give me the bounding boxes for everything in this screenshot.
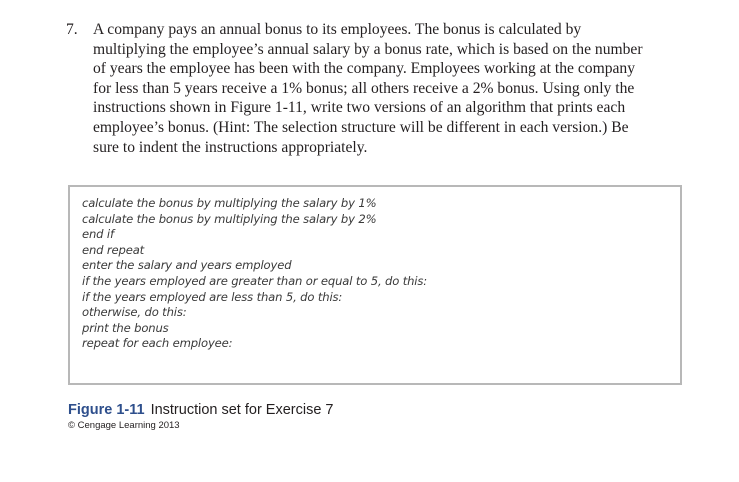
- instruction-set-box: [68, 185, 682, 385]
- instruction-line: if the years employed are greater than or equal to 5, do this:: [82, 273, 428, 288]
- instruction-line: enter the salary and years employed: [82, 258, 292, 273]
- instruction-line: repeat for each employee:: [82, 336, 233, 351]
- figure-caption-text: Instruction set for Exercise 7: [150, 402, 334, 418]
- instruction-line: otherwise, do this:: [82, 305, 187, 320]
- instruction-list: [82, 196, 427, 352]
- exercise-line: of years the employee has been with the company. Employees working at the company: [93, 60, 636, 78]
- instruction-line: end repeat: [82, 242, 145, 257]
- exercise-line: for less than 5 years receive a 1% bonus; all others receive a 2% bonus. Using only the: [93, 79, 635, 97]
- exercise-line: sure to indent the instructions appropriately.: [93, 138, 368, 156]
- instruction-line: end if: [82, 227, 114, 242]
- instruction-line: if the years employed are less than 5, do this:: [82, 289, 343, 304]
- exercise-text: [93, 20, 706, 157]
- exercise-line: multiplying the employee’s annual salary by a bonus rate, which is based on the number: [93, 40, 643, 58]
- exercise-line: instructions shown in Figure 1-11, write two versions of an algorithm that prints each: [93, 99, 626, 117]
- exercise-7: [66, 20, 706, 157]
- figure-caption: [68, 401, 334, 419]
- exercise-number: 7.: [66, 21, 78, 38]
- exercise-line: employee’s bonus. (Hint: The selection structure will be different in each version.) Be: [93, 118, 629, 136]
- instruction-line: print the bonus: [82, 320, 169, 335]
- figure-label: Figure 1-11: [68, 402, 145, 418]
- exercise-line: A company pays an annual bonus to its employees. The bonus is calculated by: [93, 21, 582, 38]
- copyright-notice: © Cengage Learning 2013: [68, 420, 180, 431]
- instruction-line: calculate the bonus by multiplying the salary by 2%: [82, 211, 377, 226]
- instruction-line: calculate the bonus by multiplying the salary by 1%: [82, 196, 377, 210]
